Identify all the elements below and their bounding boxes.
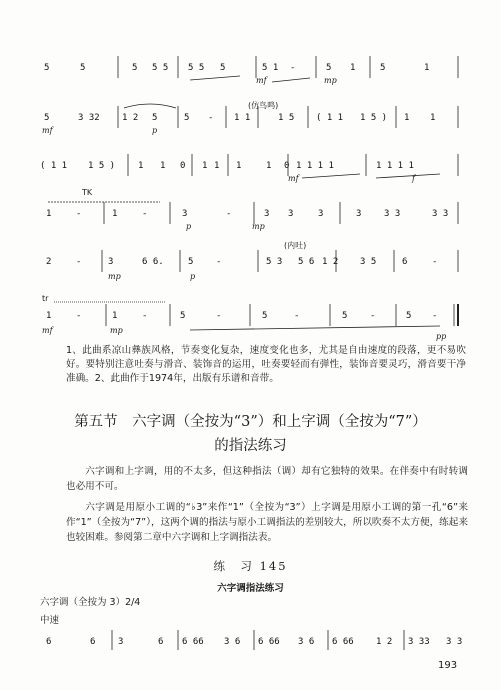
svg-text:1: 1 [112,311,118,321]
svg-text:-: - [290,63,296,73]
svg-text:2: 2 [46,257,52,267]
svg-text:1 1 1 1: 1 1 1 1 [296,161,334,171]
svg-text:-: - [76,311,82,321]
dynamic-f-1: f [412,174,415,183]
svg-text:1: 1 [112,209,118,219]
body-paragraph-1: 六字调和上字调，用的不太多，但这种指法（调）却有它独特的效果。在伴奏中有时转调也必用不可。 [66,466,468,492]
svg-text:1 1: 1 1 [234,113,251,123]
svg-text:5 1: 5 1 [262,63,279,73]
svg-text:1: 1 [236,161,242,171]
dynamic-p-2: p [186,222,192,231]
exercise-key: 六字调（全按为 3）2/4 [40,597,141,608]
svg-text:3: 3 [182,209,188,219]
svg-text:3: 3 [318,209,324,219]
svg-text:6: 6 [402,257,408,267]
svg-text:5: 5 [342,311,348,321]
ex-token-7: 3 6 [298,637,315,647]
score-line-6-graphic [40,296,470,336]
annotation-tr: tr [42,294,49,303]
svg-text:1: 1 [424,63,430,73]
svg-text:1: 1 [266,161,272,171]
svg-text:-: - [208,113,214,123]
svg-text:1: 1 [46,209,52,219]
svg-text:3 3: 3 3 [432,209,449,219]
section-title-line-2: 的指法练习 [214,438,287,454]
ex-token-6: 6 66 [258,637,280,647]
svg-text:3 3: 3 3 [384,209,401,219]
svg-text:5: 5 [44,63,50,73]
svg-text:5: 5 [262,311,268,321]
svg-text:1: 1 [350,63,356,73]
dynamic-mf-1: mf [256,76,267,85]
ex-token-5: 3 6 [224,637,241,647]
score-line-5 [40,244,470,284]
svg-text:3 5: 3 5 [360,257,377,267]
svg-text:5: 5 [188,257,194,267]
svg-text:5 5: 5 5 [152,63,169,73]
annotation-tk: TK [82,188,93,197]
score-line-1 [40,50,470,90]
ex-token-8: 6 66 [332,637,354,647]
svg-text:5: 5 [132,63,138,73]
svg-text:5: 5 [380,63,386,73]
svg-text:5 3: 5 3 [266,257,283,267]
dynamic-mp-2: mp [252,222,265,231]
svg-text:1 5: 1 5 [278,113,295,123]
svg-text:3: 3 [108,257,114,267]
svg-text:5: 5 [44,113,50,123]
svg-text:1: 1 [160,161,166,171]
svg-text:1: 1 [430,113,436,123]
score-line-6 [40,296,470,336]
svg-text:1: 1 [46,311,52,321]
ex-token-11: 3 3 [446,637,463,647]
ex-token-1: 6 [90,637,96,647]
svg-text:3 32: 3 32 [78,113,100,123]
score-line-1-graphic [40,50,470,90]
exercise-score-graphic [40,624,470,654]
svg-text:-: - [142,311,148,321]
score-line-3 [40,148,470,188]
svg-text:1: 1 [138,161,144,171]
svg-text:3: 3 [288,209,294,219]
svg-text:5 5: 5 5 [188,63,205,73]
svg-text:( 1 1: ( 1 1 [40,161,68,171]
svg-text:-: - [226,209,232,219]
svg-text:5: 5 [80,63,86,73]
ex-token-3: 6 [158,637,164,647]
footnote-text: 1、此曲系凉山彝族风格，节奏变化复杂，速度变化也多，尤其是自由速度的段落，更不易吹好。要特别注意吐奏与滑音、装饰音的运用，吐奏要轻而有弹性，装饰音要灵巧，滑音要干净准确。2、此曲作于1974年，出版有乐谱和音带。 [66,345,466,384]
exercise-score-line [40,624,470,654]
exercise-tempo: 中速 [40,615,60,626]
dynamic-pp-1: pp [436,332,447,341]
annotation-breath: (内吐) [284,241,307,250]
svg-text:-: - [142,209,148,219]
dynamic-mf-3: mf [288,174,299,183]
svg-text:1: 1 [214,161,220,171]
svg-text:5: 5 [152,113,158,123]
svg-text:-: - [76,257,82,267]
svg-text:5: 5 [326,63,332,73]
svg-text:5: 5 [180,311,186,321]
ex-token-0: 6 [46,637,52,647]
dynamic-mp-3: mp [108,272,121,281]
ex-token-4: 6 66 [182,637,204,647]
dynamic-mp-1: mp [324,76,337,85]
dynamic-mf-2: mf [42,126,53,135]
section-title-line-1: 第五节 六字调（全按为“3”）和上字调（全按为“7”） [74,414,427,430]
svg-text:5 6: 5 6 [298,257,315,267]
svg-text:-: - [294,311,300,321]
svg-text:3: 3 [264,209,270,219]
score-line-3-graphic [40,148,470,188]
exercise-title: 练 习 145 [213,559,288,573]
svg-text:5: 5 [220,63,226,73]
dynamic-mf-4: mf [42,326,53,335]
dynamic-p-1: p [152,126,158,135]
page-number: 193 [438,660,458,671]
svg-text:1 2: 1 2 [122,113,139,123]
svg-text:1 5 ): 1 5 ) [88,161,116,171]
svg-text:1: 1 [202,161,208,171]
svg-text:0: 0 [284,161,290,171]
svg-text:1 1 1 1: 1 1 1 1 [376,161,414,171]
exercise-subtitle: 六字调指法练习 [217,583,284,594]
svg-text:5: 5 [184,113,190,123]
svg-text:-: - [216,311,222,321]
score-line-5-graphic [40,244,470,284]
svg-text:( 1 1: ( 1 1 [316,113,344,123]
body-paragraph-2: 六字调是用原小工调的“♭3”来作“1”（全按为“3”）上字调是用原小工调的第一孔“6”来作“1”（全按为“7”），这两个调的指法与原小工调指法的差别较大，所以吹奏不太方便，练起来也较困难。参阅第二章中六字调和上字调指法表。 [66,502,468,543]
svg-text:0: 0 [180,161,186,171]
svg-text:-: - [432,257,438,267]
svg-text:-: - [432,311,438,321]
svg-text:5: 5 [406,311,412,321]
svg-text:-: - [76,209,82,219]
annotation-bird-imitation: (仿鸟鸣) [248,101,279,110]
svg-text:1: 1 [404,113,410,123]
svg-text:1 2: 1 2 [322,257,339,267]
svg-text:-: - [370,311,376,321]
svg-text:1 5 ): 1 5 ) [360,113,388,123]
ex-token-9: 1 2 [376,637,393,647]
dynamic-mp-4: mp [110,326,123,335]
svg-text:3: 3 [356,209,362,219]
svg-text:-: - [216,257,222,267]
ex-token-10: 3 33 [408,637,430,647]
ex-token-2: 3 [118,637,124,647]
dynamic-p-3: p [190,272,196,281]
svg-text:6 6.: 6 6. [142,257,164,267]
